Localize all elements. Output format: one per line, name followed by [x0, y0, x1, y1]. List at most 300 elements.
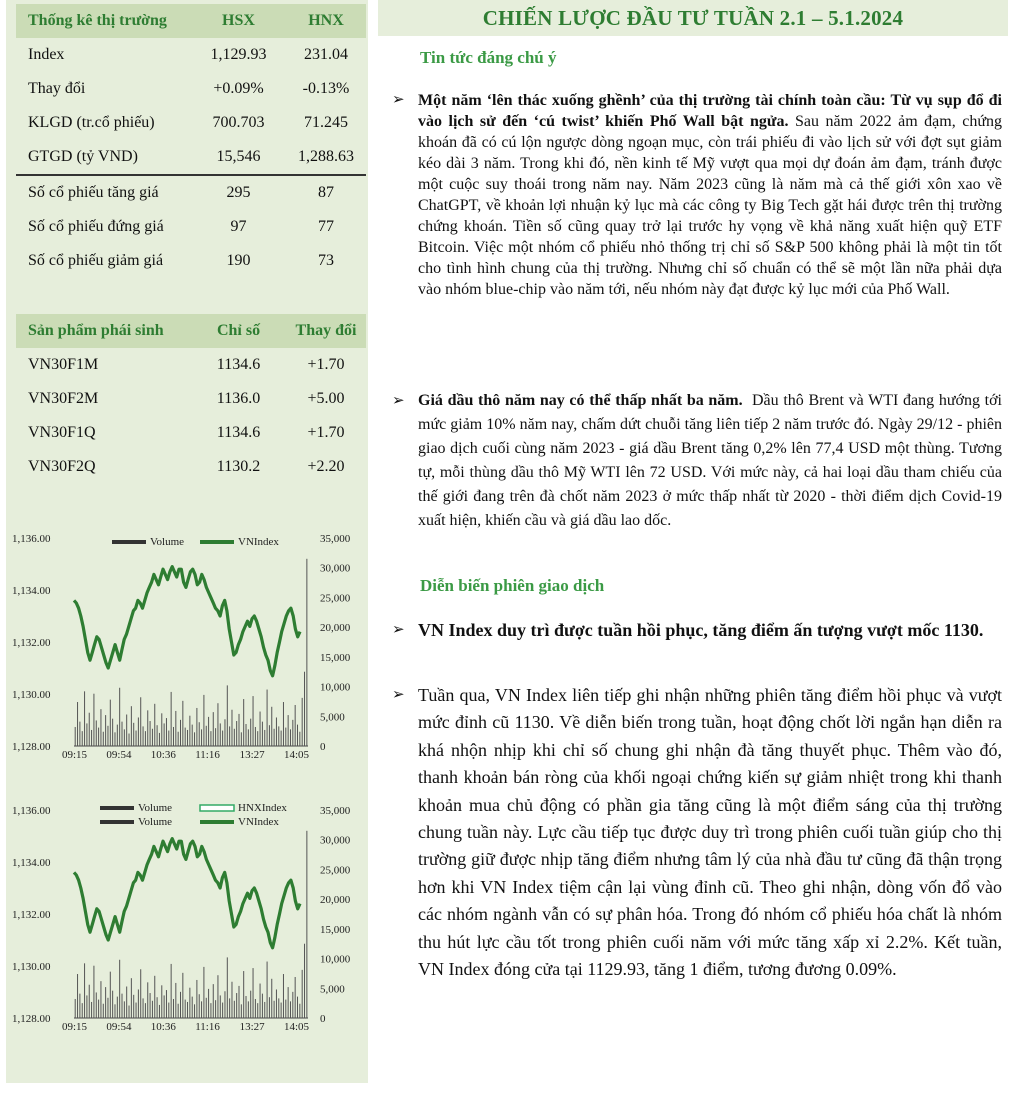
x-tick-label: 09:54	[106, 1021, 132, 1030]
volume-bar	[133, 995, 134, 1018]
vnindex-intraday-chart	[12, 528, 372, 758]
volume-bar	[250, 991, 251, 1018]
volume-bar	[236, 721, 237, 746]
y-right-tick-label: 15,000	[320, 923, 351, 936]
row-label: KLGD (tr.cổ phiếu)	[28, 114, 155, 131]
volume-bar	[274, 729, 275, 746]
volume-bar	[290, 729, 291, 746]
volume-bar	[143, 726, 144, 746]
row-hsx: +0.09%	[213, 80, 264, 97]
y-right-tick-label: 15,000	[320, 651, 351, 664]
volume-bar	[213, 984, 214, 1018]
volume-bar	[234, 1001, 235, 1018]
volume-bar	[133, 723, 134, 746]
volume-bar	[143, 998, 144, 1018]
volume-bar	[210, 1003, 211, 1018]
volume-bar	[253, 968, 254, 1018]
y-left-tick-label: 1,134.00	[12, 857, 51, 869]
volume-bar	[262, 722, 263, 746]
volume-bar	[84, 963, 85, 1018]
row-index: 1136.0	[216, 390, 261, 407]
hnxindex-intraday-chart	[12, 800, 372, 1030]
trading-summary-body: Tuần qua, VN Index liên tiếp ghi nhận những phiên tăng điểm hồi phục và vượt mức đỉnh cũ 1130. Về diễn biến trong tuần, hoạt động chốt lời ngắn hạn diễn ra khá nhộn nhịp khi chỉ số chung ghi nhận đà tăng thuyết phục. Thêm vào đó, thanh khoản bán ròng của khối ngoại chứng kiến sự giảm nhiệt trong khi thanh khoản mua chủ động có phần gia tăng cũng là một điểm sáng của thị trường chung tuần này. Lực cầu tiếp tục được duy trì trong phiên cuối tuần giúp cho thị trường giữ được nhịp tăng điểm nhưng tâm lý của nhà đầu tư cũng đã thận trọng hơn khi VN Index tiệm cận lại vùng đỉnh cũ. Theo ghi nhận, dòng vốn đổ vào các nhóm ngành vẫn có sự phân hóa. Trong đó nhóm cổ phiếu hóa chất là nhóm thu hút lực cầu tốt trong phiên cuối năm với mức tăng xấp xỉ 2.2%. Kết tuần, VN Index đóng cửa tại 1129.93, tăng 1 điểm, tương đương 0.09%.	[418, 685, 1002, 980]
volume-bar	[215, 1000, 216, 1018]
volume-bar	[185, 728, 186, 746]
volume-bar	[93, 966, 94, 1018]
volume-bar	[105, 987, 106, 1018]
header-product: Sản phẩm phái sinh	[16, 314, 191, 348]
volume-bar	[100, 709, 101, 746]
volume-bar	[166, 718, 167, 746]
index-line	[74, 839, 300, 948]
x-tick-label: 11:16	[195, 749, 220, 758]
y-right-tick-label: 20,000	[320, 894, 351, 907]
volume-bar	[131, 978, 132, 1018]
row-index: 1134.6	[216, 424, 261, 441]
row-product: VN30F2M	[28, 390, 99, 407]
volume-bar	[213, 712, 214, 746]
volume-bar	[86, 723, 87, 746]
volume-bar	[264, 730, 265, 746]
volume-bar	[82, 731, 83, 746]
volume-bar	[119, 960, 120, 1018]
volume-bar	[267, 962, 268, 1018]
y-right-tick-label: 10,000	[320, 953, 351, 966]
row-hnx: 87	[286, 175, 366, 210]
volume-bar	[248, 729, 249, 746]
volume-bar	[260, 712, 261, 746]
volume-bar	[180, 992, 181, 1018]
volume-bar	[182, 701, 183, 746]
volume-bar	[98, 728, 99, 746]
legend-swatch-volume	[112, 540, 146, 544]
volume-bar	[168, 1003, 169, 1018]
volume-bar	[136, 1003, 137, 1018]
table-row	[16, 450, 366, 484]
header-hsx: HSX	[191, 4, 286, 38]
volume-bar	[246, 724, 247, 746]
row-label: GTGD (tỷ VND)	[28, 148, 138, 165]
x-tick-label: 13:27	[239, 1021, 265, 1030]
arrow-bullet-icon: ➢	[392, 687, 405, 703]
arrow-bullet-icon: ➢	[392, 622, 405, 638]
volume-bar	[189, 716, 190, 746]
row-label: Số cổ phiếu giảm giá	[28, 252, 164, 269]
volume-bar	[276, 989, 277, 1018]
table-row	[16, 72, 366, 106]
row-hsx: 1,129.93	[210, 46, 267, 63]
volume-bar	[246, 996, 247, 1018]
y-left-tick-label: 1,132.00	[12, 909, 51, 921]
volume-bar	[103, 1004, 104, 1018]
volume-bar	[117, 997, 118, 1018]
volume-bar	[157, 725, 158, 746]
volume-bar	[295, 977, 296, 1018]
arrow-bullet-icon: ➢	[392, 393, 405, 409]
volume-bar	[283, 702, 284, 746]
volume-bar	[182, 973, 183, 1018]
volume-bar	[224, 719, 225, 746]
volume-bar	[285, 1000, 286, 1018]
volume-bar	[140, 969, 141, 1018]
volume-bar	[203, 695, 204, 746]
row-hnx: 231.04	[304, 46, 348, 63]
volume-bar	[271, 707, 272, 746]
volume-bar	[220, 723, 221, 746]
news-item	[392, 389, 1002, 533]
volume-bar	[173, 999, 174, 1018]
volume-bar	[175, 711, 176, 746]
x-tick-label: 14:05	[284, 749, 310, 758]
volume-bar	[299, 732, 300, 746]
y-right-tick-label: 5,000	[320, 711, 345, 724]
row-change: +1.70	[307, 424, 345, 441]
volume-bar	[269, 997, 270, 1018]
header-change: Thay đổi	[286, 314, 366, 348]
volume-bar	[84, 691, 85, 746]
volume-bar	[161, 713, 162, 746]
volume-bar	[75, 999, 76, 1018]
volume-bar	[164, 995, 165, 1018]
volume-bar	[196, 980, 197, 1018]
volume-bar	[154, 704, 155, 746]
table-row	[16, 175, 366, 210]
volume-bar	[208, 989, 209, 1018]
volume-bar	[255, 727, 256, 746]
row-product: VN30F2Q	[28, 458, 96, 475]
volume-bar	[290, 1001, 291, 1018]
y-left-tick-label: 1,134.00	[12, 585, 51, 597]
x-tick-label: 10:36	[150, 1021, 176, 1030]
y-right-tick-label: 30,000	[320, 562, 351, 575]
volume-bar	[217, 703, 218, 746]
volume-bar	[243, 971, 244, 1018]
volume-bar	[297, 997, 298, 1018]
volume-bar	[255, 999, 256, 1018]
row-hnx: -0.13%	[302, 80, 350, 97]
volume-bar	[86, 995, 87, 1018]
volume-bar	[192, 725, 193, 746]
chart-svg	[12, 528, 372, 758]
volume-bar	[159, 733, 160, 746]
volume-bar	[164, 723, 165, 746]
table-row	[16, 244, 366, 278]
volume-bar	[138, 717, 139, 746]
volume-bar	[93, 694, 94, 746]
volume-bar	[288, 715, 289, 746]
row-product: VN30F1M	[28, 356, 99, 373]
volume-bar	[250, 719, 251, 746]
volume-bar	[302, 698, 303, 746]
row-hnx: 77	[318, 218, 334, 235]
volume-bar	[199, 994, 200, 1018]
volume-bar	[253, 696, 254, 746]
volume-bar	[173, 727, 174, 746]
volume-bar	[224, 991, 225, 1018]
volume-bar	[98, 1000, 99, 1018]
volume-bar	[145, 1003, 146, 1018]
volume-bar	[236, 993, 237, 1018]
volume-bar	[126, 987, 127, 1018]
y-right-tick-label: 25,000	[320, 864, 351, 877]
volume-bar	[234, 729, 235, 746]
volume-bar	[187, 1002, 188, 1018]
news-item	[392, 90, 1002, 300]
volume-bar	[276, 717, 277, 746]
header-hnx: HNX	[286, 4, 366, 38]
legend-label: HNXIndex	[238, 802, 287, 814]
x-tick-label: 09:15	[62, 1021, 88, 1030]
volume-bar	[150, 993, 151, 1018]
y-right-tick-label: 20,000	[320, 622, 351, 635]
volume-bar	[114, 732, 115, 746]
news-item-headline: Một năm ‘lên thác xuống ghềnh’ của thị trường tài chính toàn cầu: Từ vụ sụp đổ đi vào lịch sử đến ‘cú twist’ khiến Phố Wall bật ngửa.	[418, 92, 1002, 130]
market-stats-table	[16, 4, 366, 278]
volume-bar	[239, 714, 240, 746]
volume-bar	[267, 690, 268, 746]
row-change: +2.20	[307, 458, 345, 475]
volume-bar	[131, 706, 132, 746]
volume-bar	[117, 725, 118, 746]
row-index: 1130.2	[216, 458, 261, 475]
section-heading-trading: Diễn biến phiên giao dịch	[420, 576, 605, 595]
volume-bar	[105, 715, 106, 746]
volume-bar	[210, 731, 211, 746]
y-left-tick-label: 1,130.00	[12, 689, 51, 701]
row-hsx: 295	[191, 175, 286, 210]
legend-label: VNIndex	[238, 536, 279, 548]
volume-bar	[96, 992, 97, 1018]
volume-bar	[194, 732, 195, 746]
volume-bar	[122, 722, 123, 746]
table-row	[16, 38, 366, 72]
x-tick-label: 14:05	[284, 1021, 310, 1030]
legend-swatch-index	[200, 540, 234, 544]
y-right-tick-label: 35,000	[320, 533, 351, 545]
volume-bar	[271, 979, 272, 1018]
y-left-tick-label: 1,130.00	[12, 961, 51, 973]
volume-bar	[140, 697, 141, 746]
volume-bar	[297, 725, 298, 746]
volume-bar	[231, 710, 232, 746]
volume-bar	[79, 994, 80, 1018]
sidebar	[6, 0, 368, 1083]
volume-bar	[239, 986, 240, 1018]
volume-bar	[281, 1003, 282, 1018]
volume-bar	[171, 692, 172, 746]
volume-bar	[215, 728, 216, 746]
volume-bar	[304, 672, 305, 746]
table-row	[16, 382, 366, 416]
row-label: Số cổ phiếu đứng giá	[28, 218, 164, 235]
volume-bar	[304, 944, 305, 1018]
volume-bar	[257, 1003, 258, 1018]
volume-bar	[124, 729, 125, 746]
volume-bar	[288, 987, 289, 1018]
legend-swatch-volume	[100, 806, 134, 810]
volume-bar	[136, 731, 137, 746]
volume-bar	[199, 722, 200, 746]
volume-bar	[175, 983, 176, 1018]
volume-bar	[306, 559, 307, 746]
row-label: Index	[28, 46, 65, 63]
volume-bar	[145, 731, 146, 746]
volume-bar	[150, 721, 151, 746]
row-hnx: 1,288.63	[298, 148, 354, 165]
trading-headline-content	[418, 617, 1002, 644]
legend-label: Volume	[138, 816, 173, 828]
y-left-tick-label: 1,128.00	[12, 741, 51, 753]
volume-bar	[229, 998, 230, 1018]
y-right-tick-label: 35,000	[320, 805, 351, 817]
volume-bar	[229, 726, 230, 746]
volume-bar	[110, 972, 111, 1018]
table-row	[16, 140, 366, 175]
volume-bar	[152, 1001, 153, 1018]
volume-bar	[82, 1003, 83, 1018]
volume-bar	[206, 726, 207, 746]
x-tick-label: 13:27	[239, 749, 265, 758]
volume-bar	[222, 731, 223, 746]
row-change: +1.70	[307, 356, 345, 373]
volume-bar	[112, 991, 113, 1018]
volume-bar	[278, 998, 279, 1018]
news-item-body: Sau năm 2022 ảm đạm, chứng khoán đã có cú lộn ngược dòng ngoạn mục, còn trái phiếu đi vào lịch sử với đợt sụt giảm kéo dài 3 năm. Trong khi đó, nền kinh tế Mỹ vượt qua mọi dự đoán ảm đạm, tránh được một cuộc suy thoái trong năm nay. Năm 2023 cũng là năm mà cả thế giới xôn xao về ChatGPT, về khoản lợi nhuận kỷ lục mà các công ty Big Tech gặt hái được trên thị trường chứng khoán. Tiền số cũng quay trở lại trước hy vọng về khả năng xuất hiện quỹ ETF Bitcoin. Việc một nhóm cổ phiếu nhỏ thống trị chỉ số S&P 500 không phải là một tin tốt cho tình hình chung của thị trường. Nhưng chỉ số chuẩn có thể sẽ một lần nữa phải dựa vào nhóm blue-chip vào năm tới, nếu nhóm này đạt được kỷ lục mới của Phố Wall.	[418, 113, 1002, 298]
table-row	[16, 210, 366, 244]
volume-bar	[77, 974, 78, 1018]
page-title: CHIẾN LƯỢC ĐẦU TƯ TUẦN 2.1 – 5.1.2024	[378, 0, 1008, 36]
y-right-tick-label: 0	[320, 1013, 326, 1025]
volume-bar	[274, 1001, 275, 1018]
volume-bar	[91, 730, 92, 746]
volume-bar	[260, 984, 261, 1018]
volume-bar	[227, 685, 228, 746]
volume-bar	[292, 992, 293, 1018]
row-change: +5.00	[307, 390, 345, 407]
volume-bar	[248, 1001, 249, 1018]
legend-swatch-index	[200, 820, 234, 824]
volume-bar	[196, 708, 197, 746]
y-left-tick-label: 1,132.00	[12, 637, 51, 649]
volume-bar	[306, 831, 307, 1018]
volume-bar	[126, 715, 127, 746]
y-right-tick-label: 0	[320, 741, 326, 753]
y-left-tick-label: 1,136.00	[12, 533, 51, 545]
volume-bar	[129, 1006, 130, 1018]
volume-bar	[147, 982, 148, 1018]
volume-bar	[119, 688, 120, 746]
volume-bar	[129, 734, 130, 746]
trading-headline: VN Index duy trì được tuần hồi phục, tăng điểm ấn tượng vượt mốc 1130.	[418, 620, 984, 640]
trading-summary-item	[392, 682, 1002, 983]
volume-bar	[77, 702, 78, 746]
y-right-tick-label: 10,000	[320, 681, 351, 694]
volume-bar	[122, 994, 123, 1018]
volume-bar	[217, 975, 218, 1018]
volume-bar	[281, 731, 282, 746]
legend-label: Volume	[138, 802, 173, 814]
volume-bar	[75, 727, 76, 746]
row-hsx: 190	[226, 252, 251, 269]
header-index: Chỉ số	[191, 314, 286, 348]
volume-bar	[203, 967, 204, 1018]
volume-bar	[79, 722, 80, 746]
y-left-tick-label: 1,128.00	[12, 1013, 51, 1025]
volume-bar	[241, 1004, 242, 1018]
x-tick-label: 10:36	[150, 749, 176, 758]
volume-bar	[295, 705, 296, 746]
volume-bar	[220, 995, 221, 1018]
legend-label: VNIndex	[238, 816, 279, 828]
volume-bar	[147, 710, 148, 746]
volume-bar	[100, 981, 101, 1018]
table-row	[16, 348, 366, 382]
volume-bar	[138, 989, 139, 1018]
volume-bar	[185, 1000, 186, 1018]
volume-bar	[231, 982, 232, 1018]
volume-bar	[262, 994, 263, 1018]
x-tick-label: 09:15	[62, 749, 88, 758]
table-row	[16, 416, 366, 450]
volume-bar	[91, 1002, 92, 1018]
volume-bar	[114, 1004, 115, 1018]
volume-bar	[222, 1003, 223, 1018]
y-right-tick-label: 25,000	[320, 592, 351, 605]
section-heading-news: Tin tức đáng chú ý	[420, 48, 557, 67]
news-item-body: Dầu thô Brent và WTI đang hướng tới mức giảm 10% năm nay, chấm dứt chuỗi tăng liên tiếp 2 năm trước đó. Ngày 29/12 - phiên giao dịch cuối cùng năm 2023 - giá dầu Brent tăng 0,2% lên 77,4 USD một thùng. Tương tự, mỗi thùng dầu thô Mỹ WTI lên 72 USD. Với mức này, cả hai loại dầu tham chiếu của thế giới đang trên đà chốt năm 2023 ở mức thấp nhất từ 2020 - thời điểm dịch Covid-19 xuất hiện, khiến cầu và giá dầu lao dốc.	[418, 392, 1003, 529]
volume-bar	[103, 732, 104, 746]
arrow-bullet-icon: ➢	[392, 92, 405, 108]
volume-bar	[89, 713, 90, 746]
volume-bar	[227, 957, 228, 1018]
volume-bar	[159, 1005, 160, 1018]
volume-bar	[283, 974, 284, 1018]
volume-bar	[110, 700, 111, 746]
volume-bar	[206, 998, 207, 1018]
row-index: 1134.6	[216, 356, 261, 373]
volume-bar	[180, 720, 181, 746]
volume-bar	[152, 729, 153, 746]
volume-bar	[166, 990, 167, 1018]
volume-bar	[189, 988, 190, 1018]
table-row	[16, 106, 366, 140]
x-tick-label: 09:54	[106, 749, 132, 758]
y-right-tick-label: 5,000	[320, 983, 345, 996]
volume-bar	[107, 726, 108, 746]
volume-bar	[299, 1004, 300, 1018]
header-label: Thống kê thị trường	[16, 4, 191, 38]
volume-bar	[112, 719, 113, 746]
volume-bar	[187, 730, 188, 746]
derivatives-table	[16, 314, 366, 484]
volume-bar	[178, 1004, 179, 1018]
volume-bar	[269, 725, 270, 746]
volume-bar	[302, 970, 303, 1018]
volume-bar	[124, 1001, 125, 1018]
volume-bar	[107, 998, 108, 1018]
legend-label: Volume	[150, 536, 185, 548]
volume-bar	[208, 717, 209, 746]
volume-bar	[178, 732, 179, 746]
volume-bar	[201, 1001, 202, 1018]
row-hnx: 71.245	[304, 114, 348, 131]
row-hsx: 700.703	[212, 114, 265, 131]
volume-bar	[278, 726, 279, 746]
row-label: Số cổ phiếu tăng giá	[16, 175, 191, 210]
row-hsx: 15,546	[216, 148, 261, 165]
volume-bar	[194, 1004, 195, 1018]
volume-bar	[192, 997, 193, 1018]
